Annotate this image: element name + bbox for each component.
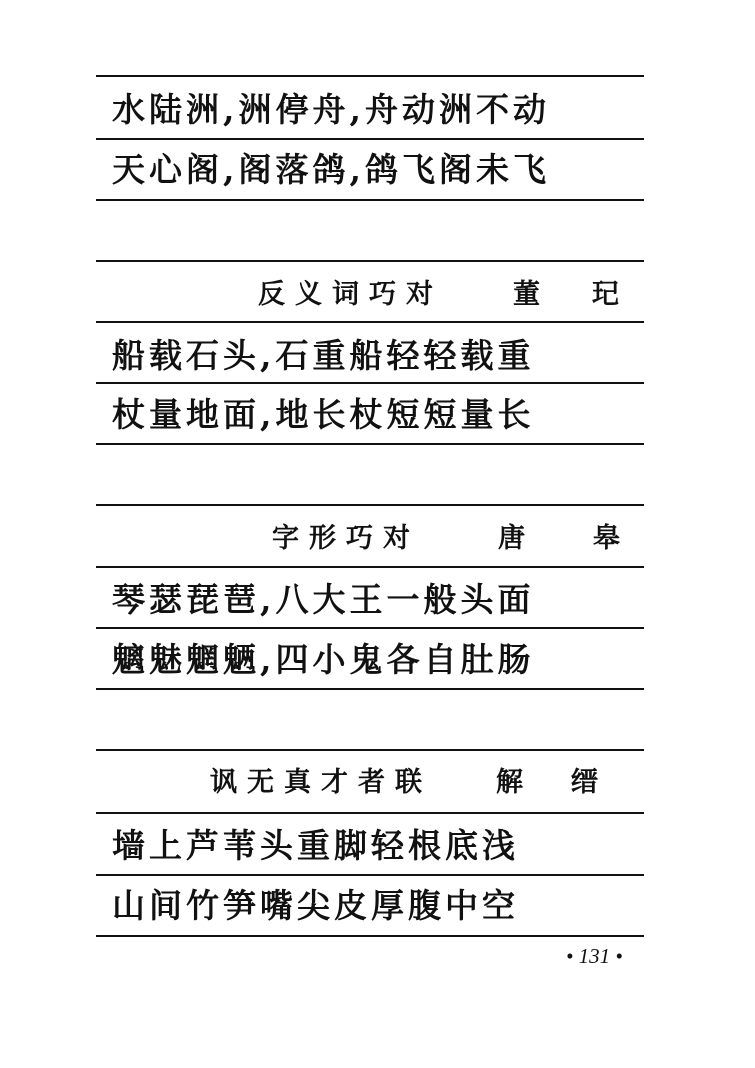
rule-line (96, 688, 644, 690)
rule-line (96, 627, 644, 629)
rule-line (96, 260, 644, 262)
section-heading: 讽无真才者联 (210, 767, 432, 798)
rule-line (96, 138, 644, 140)
rule-line (96, 566, 644, 568)
couplet-line: 杖量地面,地长杖短短量长 (112, 395, 535, 434)
author-name (513, 277, 619, 313)
rule-line (96, 749, 644, 751)
author-given-name: 缙 (571, 767, 598, 798)
couplet-line: 琴瑟琵琶,八大王一般头面 (112, 580, 535, 619)
section-heading: 字形巧对 (272, 523, 420, 554)
section-heading: 反义词巧对 (258, 279, 443, 310)
author-name (498, 521, 620, 557)
author-given-name: 皋 (593, 523, 620, 554)
author-surname: 解 (496, 767, 523, 798)
rule-line (96, 935, 644, 937)
rule-line (96, 874, 644, 876)
rule-line (96, 443, 644, 445)
couplet-line: 天心阁,阁落鸽,鸽飞阁未飞 (112, 150, 550, 189)
author-name (496, 765, 598, 801)
couplet-line: 船载石头,石重船轻轻载重 (112, 336, 535, 375)
couplet-line: 魑魅魍魉,四小鬼各自肚肠 (112, 640, 535, 679)
author-surname: 唐 (498, 523, 525, 554)
rule-line (96, 321, 644, 323)
rule-line (96, 812, 644, 814)
couplet-line: 水陆洲,洲停舟,舟动洲不动 (112, 90, 550, 129)
rule-line (96, 199, 644, 201)
author-given-name: 玘 (592, 279, 619, 310)
couplet-line: 山间竹笋嘴尖皮厚腹中空 (112, 886, 519, 925)
rule-line (96, 504, 644, 506)
author-surname: 董 (513, 279, 540, 310)
rule-line (96, 382, 644, 384)
couplet-line: 墙上芦苇头重脚轻根底浅 (112, 826, 519, 865)
page-number: • 131 • (566, 944, 623, 968)
rule-line (96, 75, 644, 77)
